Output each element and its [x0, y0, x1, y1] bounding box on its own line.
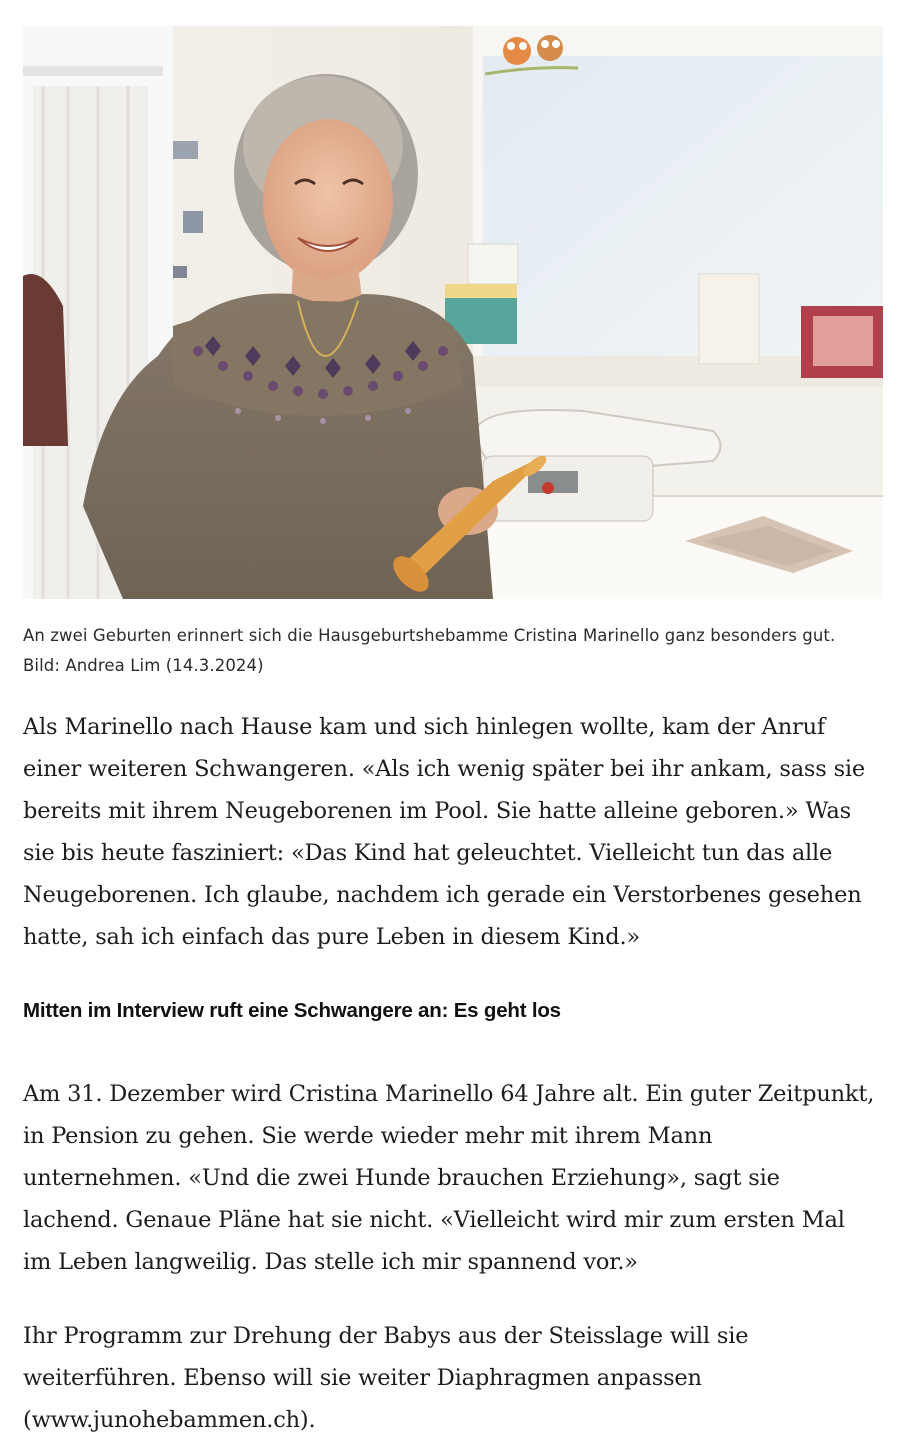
section-subheading: Mitten im Interview ruft eine Schwangere an: Es geht los — [23, 999, 561, 1022]
paragraph-line: (www.junohebammen.ch). — [23, 1407, 316, 1433]
paragraph-1 — [23, 706, 883, 958]
paragraph-line: bereits mit ihrem Neugeborenen im Pool. Sie hatte alleine geboren.» Was — [23, 798, 851, 824]
paragraph-3 — [23, 1315, 883, 1441]
paragraph-line: Als Marinello nach Hause kam und sich hinlegen wollte, kam der Anruf — [23, 714, 825, 740]
paragraph-line: Ihr Programm zur Drehung der Babys aus der Steisslage will sie — [23, 1323, 749, 1349]
paragraph-line: lachend. Genaue Pläne hat sie nicht. «Vielleicht wird mir zum ersten Mal — [23, 1207, 845, 1233]
paragraph-line: einer weiteren Schwangeren. «Als ich wenig später bei ihr ankam, sass sie — [23, 756, 866, 782]
paragraph-line: hatte, sah ich einfach das pure Leben in diesem Kind.» — [23, 924, 641, 950]
article-figure — [23, 26, 883, 681]
paragraph-line: im Leben langweilig. Das stelle ich mir spannend vor.» — [23, 1249, 638, 1275]
paragraph-line: weiterführen. Ebenso will sie weiter Diaphragmen anpassen — [23, 1365, 702, 1391]
caption-credit: Bild: Andrea Lim (14.3.2024) — [23, 656, 264, 675]
paragraph-2 — [23, 1073, 883, 1283]
paragraph-line: sie bis heute fasziniert: «Das Kind hat geleuchtet. Vielleicht tun das alle — [23, 840, 833, 866]
paragraph-line: Am 31. Dezember wird Cristina Marinello 64 Jahre alt. Ein guter Zeitpunkt, — [23, 1081, 875, 1107]
article — [23, 26, 883, 1441]
article-photo[interactable] — [23, 26, 883, 599]
caption-text: An zwei Geburten erinnert sich die Hausgeburtshebamme Cristina Marinello ganz besonders gut. — [23, 626, 836, 645]
paragraph-line: in Pension zu gehen. Sie werde wieder mehr mit ihrem Mann — [23, 1123, 713, 1149]
photo-caption — [23, 621, 883, 681]
paragraph-line: unternehmen. «Und die zwei Hunde brauchen Erziehung», sagt sie — [23, 1165, 780, 1191]
paragraph-line: Neugeborenen. Ich glaube, nachdem ich gerade ein Verstorbenes gesehen — [23, 882, 862, 908]
photo-illustration — [23, 26, 883, 599]
